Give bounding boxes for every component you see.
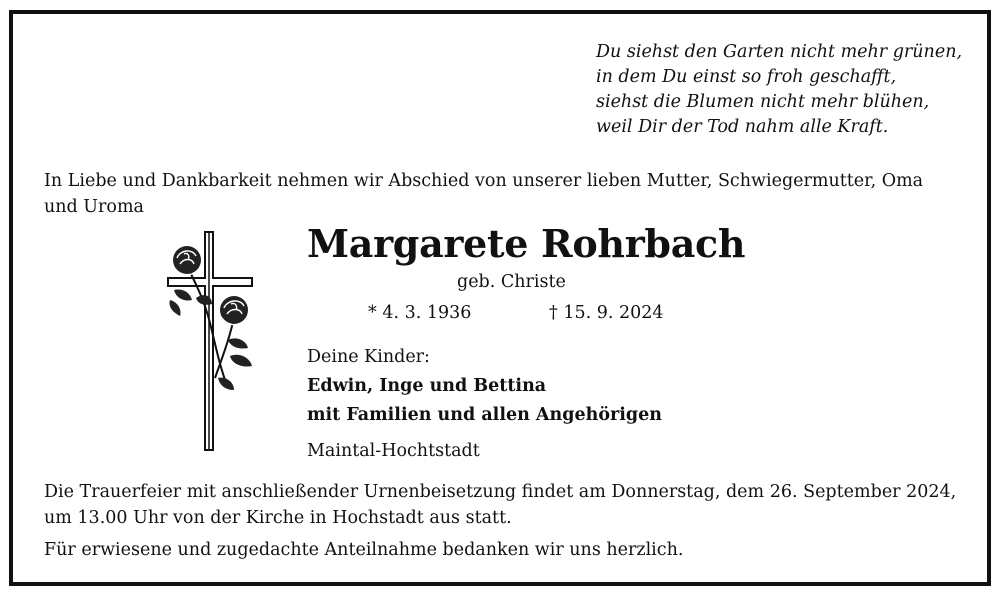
- mourners-location: Maintal-Hochtstadt: [307, 441, 480, 461]
- poem-line: in dem Du einst so froh geschafft,: [596, 67, 897, 87]
- poem: [596, 40, 962, 140]
- cross-with-roses-icon: [160, 228, 260, 453]
- birth-date: * 4. 3. 1936: [368, 303, 472, 323]
- death-date: † 15. 9. 2024: [549, 303, 664, 323]
- poem-line: siehst die Blumen nicht mehr blühen,: [596, 92, 930, 112]
- maiden-name: geb. Christe: [457, 272, 566, 292]
- thanks-text: Für erwiesene und zugedachte Anteilnahme bedanken wir uns herzlich.: [44, 540, 684, 560]
- mourners-families: mit Familien und allen Angehörigen: [307, 405, 662, 425]
- poem-line: weil Dir der Tod nahm alle Kraft.: [596, 117, 889, 137]
- intro-text: In Liebe und Dankbarkeit nehmen wir Abschied von unserer lieben Mutter, Schwiegermutter, Oma und Uroma: [44, 171, 924, 217]
- mourners-block: [307, 343, 662, 430]
- funeral-notice: Die Trauerfeier mit anschließender Urnenbeisetzung findet am Donnerstag, dem 26. September 2024, um 13.00 Uhr von der Kirche in Hochstadt aus statt.: [44, 482, 957, 528]
- mourners-heading: Deine Kinder:: [307, 347, 430, 367]
- deceased-name: Margarete Rohrbach: [307, 221, 746, 266]
- poem-line: Du siehst den Garten nicht mehr grünen,: [596, 42, 963, 62]
- mourners-names: Edwin, Inge und Bettina: [307, 376, 547, 396]
